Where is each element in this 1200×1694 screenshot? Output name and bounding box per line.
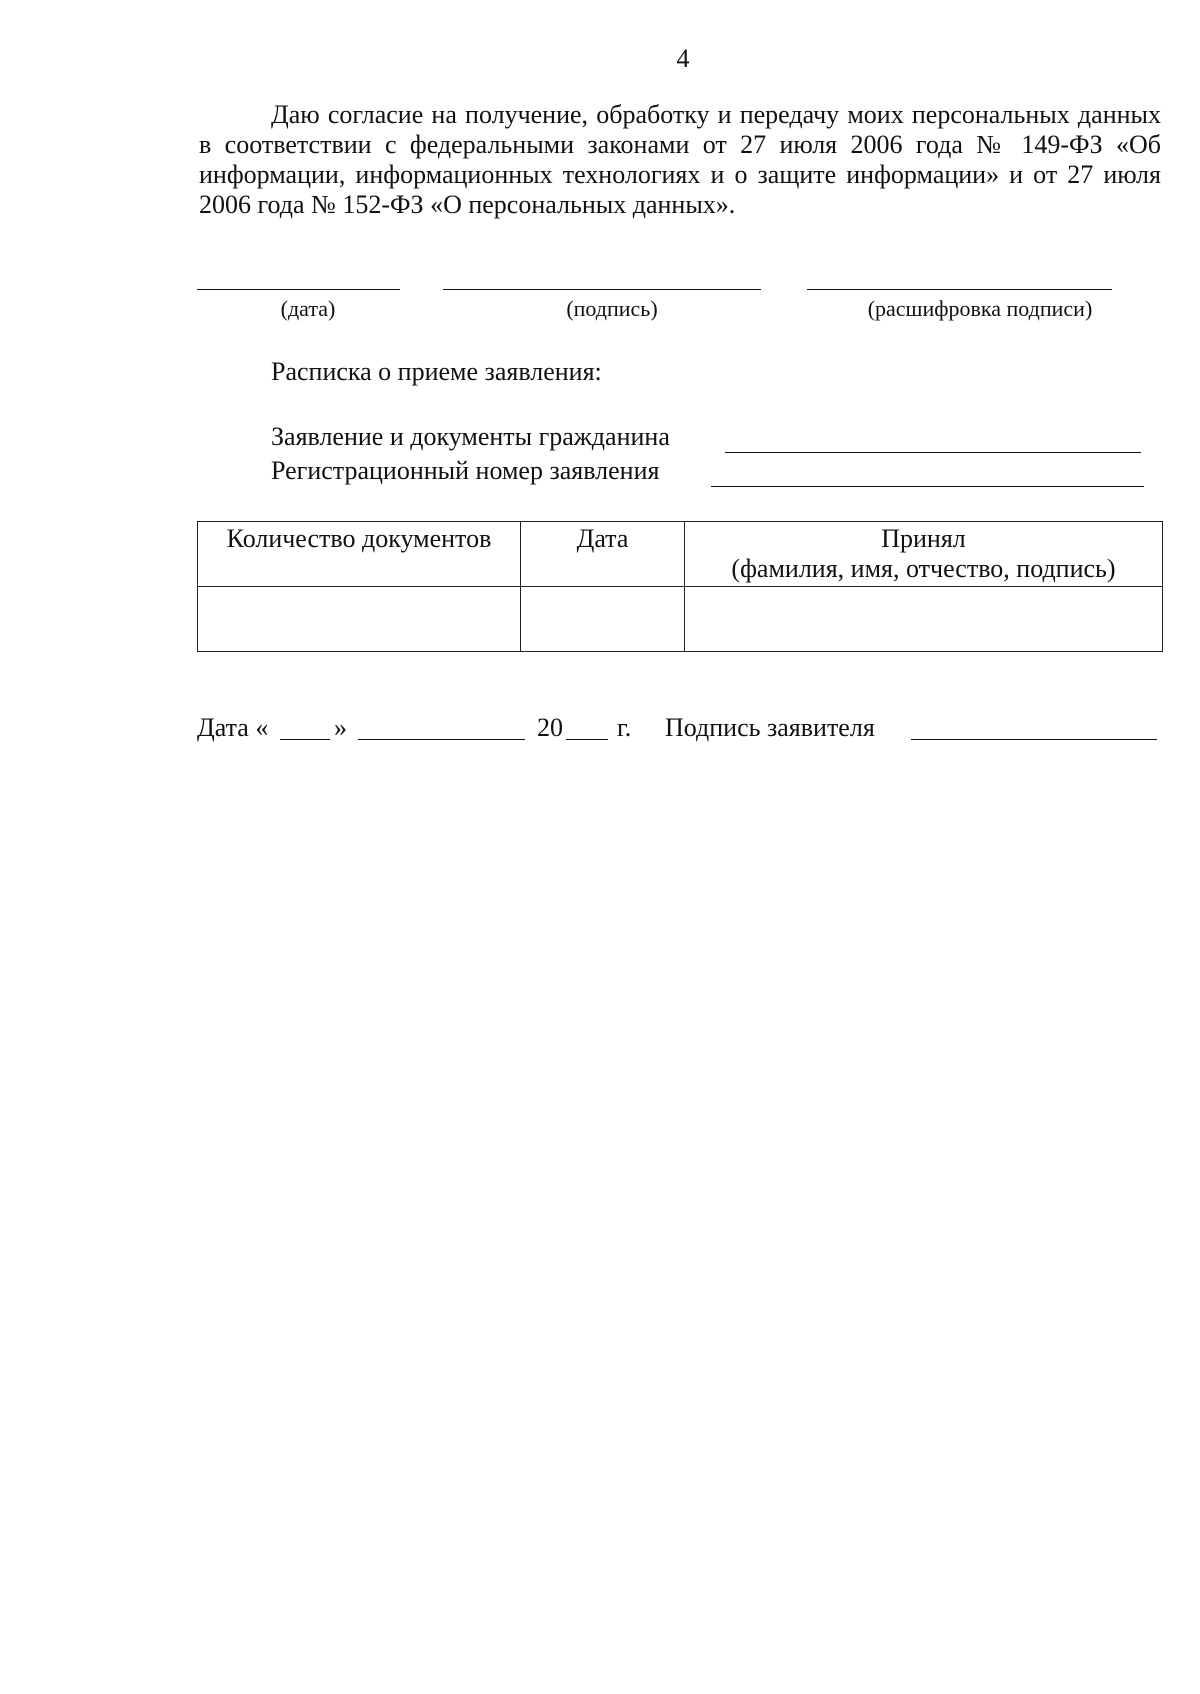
footer-applicant-signature-label: Подпись заявителя	[665, 713, 875, 742]
cell-date	[521, 587, 685, 652]
receipt-table	[197, 521, 1163, 652]
registration-number-blank	[711, 486, 1144, 487]
cell-accepted-by	[685, 587, 1163, 652]
footer-month-blank	[358, 713, 525, 740]
footer-year-blank	[566, 713, 608, 740]
header-accepted-line2: (фамилия, имя, отчество, подпись)	[731, 554, 1116, 583]
footer-year-suffix: г.	[617, 713, 632, 742]
signature-line	[443, 289, 761, 290]
consent-paragraph: Даю согласие на получение, обработку и передачу моих персональных данных в соответствии с федеральными законами от 27 июля 2006 года № 149-ФЗ «Об информации, информационных технологиях и о защите информации» и от 27 июля 2006 года № 152-ФЗ «О персональных данных».	[199, 100, 1161, 219]
table-row	[198, 587, 1163, 652]
header-accepted-by	[685, 522, 1163, 587]
header-date: Дата	[521, 522, 685, 587]
documents-field-label: Заявление и документы гражданина	[271, 422, 670, 451]
signature-decoding-caption: (расшифровка подписи)	[867, 296, 1093, 321]
header-document-count: Количество документов	[198, 522, 521, 587]
footer-day-blank	[280, 713, 330, 740]
documents-field	[271, 422, 670, 452]
signature-caption: (подпись)	[566, 296, 658, 321]
signature-decoding-line	[807, 289, 1112, 290]
footer-year-prefix: 20	[537, 713, 563, 742]
footer-date-close: »	[334, 713, 347, 742]
documents-field-blank	[725, 452, 1141, 453]
receipt-heading: Расписка о приеме заявления:	[271, 357, 602, 386]
registration-number-label: Регистрационный номер заявления	[271, 456, 660, 485]
registration-number-field	[271, 456, 659, 486]
footer-date-label: Дата «	[197, 713, 269, 742]
date-signature-line	[197, 289, 400, 290]
footer-applicant-signature-blank	[911, 713, 1157, 740]
page-number: 4	[676, 44, 690, 73]
date-caption: (дата)	[280, 296, 336, 321]
cell-document-count	[198, 587, 521, 652]
table-header-row	[198, 522, 1163, 587]
header-accepted-line1: Принял	[881, 524, 966, 553]
